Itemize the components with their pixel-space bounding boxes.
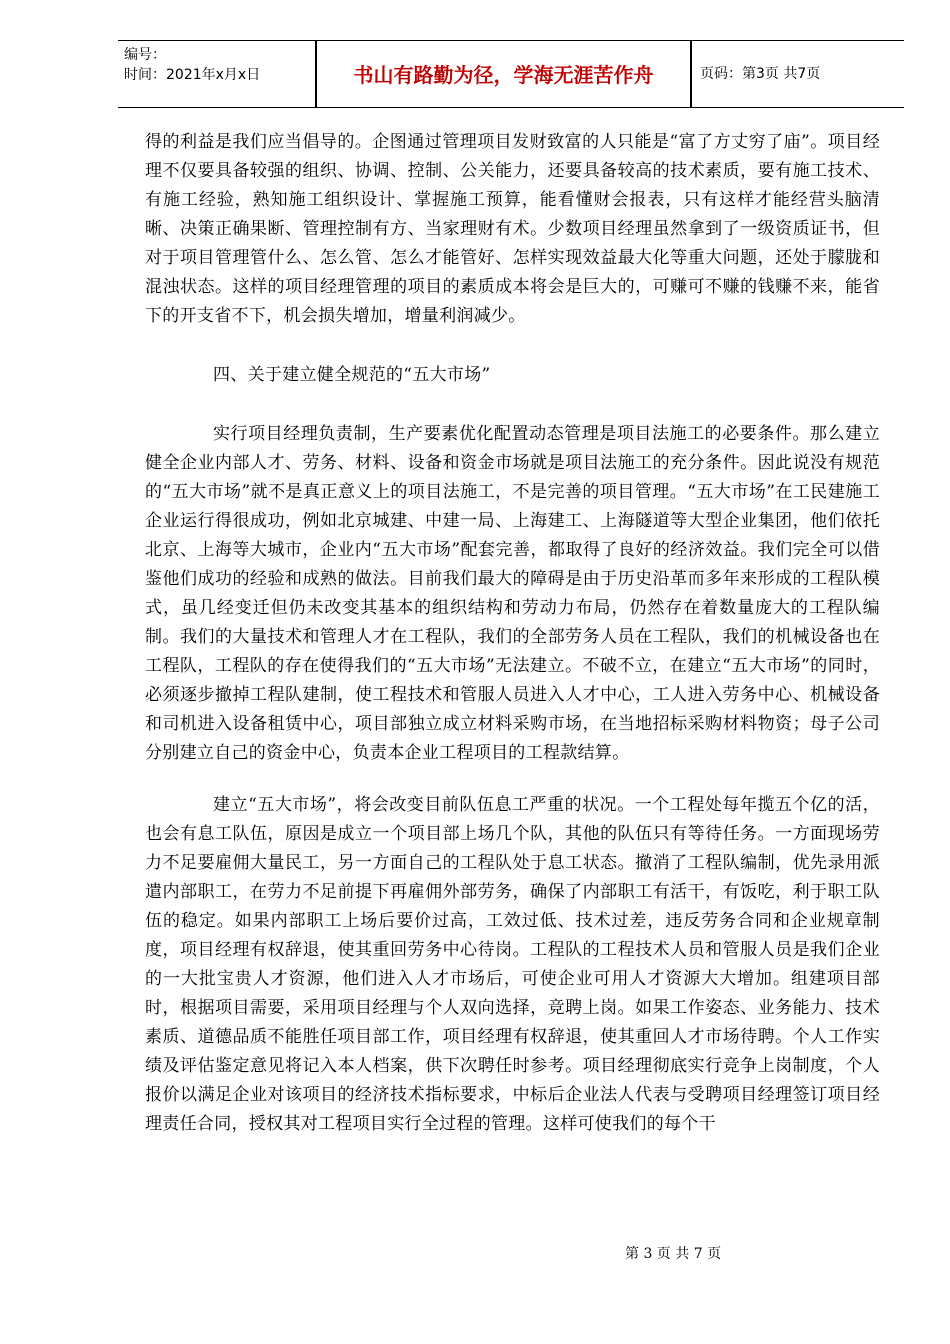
header-divider-right xyxy=(690,41,692,107)
time-label: 时间：2021年x月x日 xyxy=(124,67,261,83)
document-body xyxy=(145,128,880,1139)
paragraph-1: 得的利益是我们应当倡导的。企图通过管理项目发财致富的人只能是“富了方丈穷了庙”。项目经理不仅要具备较强的组织、协调、控制、公关能力，还要具备较高的技术素质，要有施工技术、有施工经验，熟知施工组织设计、掌握施工预算，能看懂财会报表，只有这样才能经营头脑清晰、决策正确果断、管理控制有方、当家理财有术。少数项目经理虽然拿到了一级资质证书，但对于项目管理管什么、怎么管、怎么才能管好、怎样实现效益最大化等重大问题，还处于朦胧和混浊状态。这样的项目经理管理的项目的素质成本将会是巨大的，可赚可不赚的钱赚不来，能省下的开支省不下，机会损失增加，增量利润减少。 xyxy=(145,132,880,326)
serial-label: 编号： xyxy=(124,47,166,63)
paragraph-2: 实行项目经理负责制，生产要素优化配置动态管理是项目法施工的必要条件。那么建立健全企业内部人才、劳务、材料、设备和资金市场就是项目法施工的充分条件。因此说没有规范的“五大市场”就不是真正意义上的项目法施工，不是完善的项目管理。“五大市场”在工民建施工企业运行得很成功，例如北京城建、中建一局、上海建工、上海隧道等大型企业集团，他们依托北京、上海等大城市，企业内“五大市场”配套完善，都取得了良好的经济效益。我们完全可以借鉴他们成功的经验和成熟的做法。目前我们最大的障碍是由于历史沿革而多年来形成的工程队模式，虽几经变迁但仍未改变其基本的组织结构和劳动力布局，仍然存在着数量庞大的工程队编制。我们的大量技术和管理人才在工程队，我们的全部劳务人员在工程队，我们的机械设备也在工程队，工程队的存在使得我们的“五大市场”无法建立。不破不立，在建立“五大市场”的同时，必须逐步撤掉工程队建制，使工程技术和管服人员进入人才中心，工人进入劳务中心、机械设备和司机进入设备租赁中心，项目部独立成立材料采购市场，在当地招标采购材料物资；母子公司分别建立自己的资金中心，负责本企业工程项目的工程款结算。 xyxy=(145,424,880,763)
footer-page-number: 第 3 页 共 7 页 xyxy=(625,1246,722,1262)
section-heading-4: 四、关于建立健全规范的“五大市场” xyxy=(213,365,491,385)
header-meta xyxy=(124,45,260,85)
header-motto: 书山有路勤为径，学海无涯苦作舟 xyxy=(353,63,654,87)
header-page-label: 页码：第3页 共7页 xyxy=(700,66,821,82)
page-header xyxy=(118,40,904,108)
paragraph-3: 建立“五大市场”，将会改变目前队伍息工严重的状况。一个工程处每年揽五个亿的活，也会有息工队伍，原因是成立一个项目部上场几个队，其他的队伍只有等待任务。一方面现场劳力不足要雇佣大量民工，另一方面自己的工程队处于息工状态。撤消了工程队编制，优先录用派遣内部职工，在劳力不足前提下再雇佣外部劳务，确保了内部职工有活干，有饭吃，利于职工队伍的稳定。如果内部职工上场后要价过高，工效过低、技术过差，违反劳务合同和企业规章制度，项目经理有权辞退，使其重回劳务中心待岗。工程队的工程技术人员和管服人员是我们企业的一大批宝贵人才资源，他们进入人才市场后，可使企业可用人才资源大大增加。组建项目部时，根据项目需要，采用项目经理与个人双向选择，竞聘上岗。如果工作姿态、业务能力、技术素质、道德品质不能胜任项目部工作，项目经理有权辞退，使其重回人才市场待聘。个人工作实绩及评估鉴定意见将记入本人档案，供下次聘任时参考。项目经理彻底实行竞争上岗制度，个人报价以满足企业对该项目的经济技术指标要求，中标后企业法人代表与受聘项目经理签订项目经理责任合同，授权其对工程项目实行全过程的管理。这样可使我们的每个干 xyxy=(145,795,880,1134)
